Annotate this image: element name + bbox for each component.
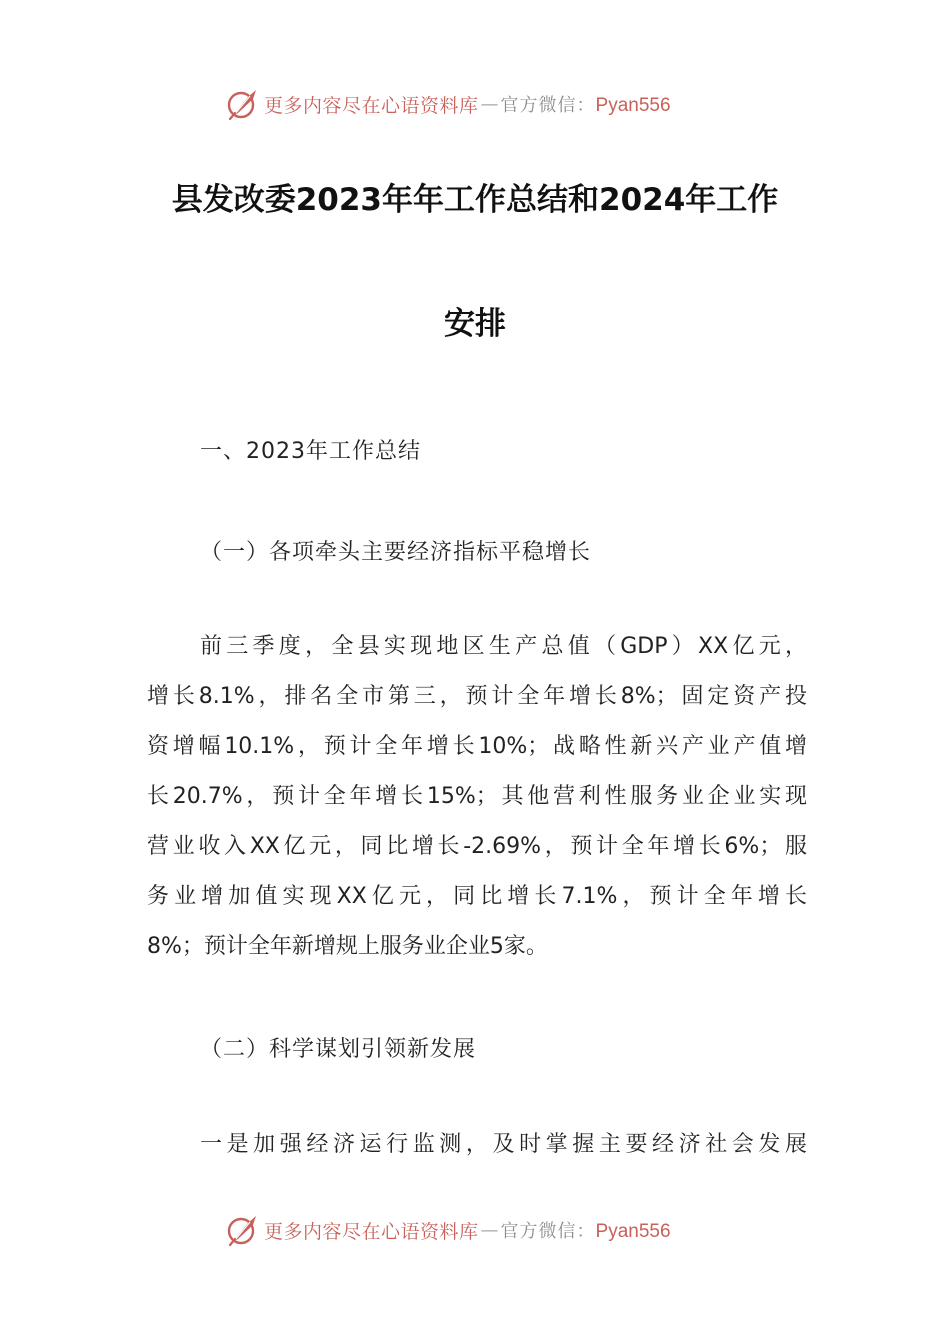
watermark-contact [501,1217,671,1243]
paragraph-line: 前三季度，全县实现地区生产总值（GDP）XX亿元， [200,634,807,659]
watermark-contact-label: 官方微信： [500,1221,596,1242]
watermark-promo-text: 更多内容尽在心语资料库 [264,1220,479,1243]
watermark-contact-id: Pyan556 [595,1221,671,1242]
footer-watermark [226,1210,671,1250]
watermark-contact-label: 官方微信： [500,95,596,116]
watermark-dash: — [480,93,499,115]
header-watermark [226,84,671,124]
document-title-line-2: 安排 [444,306,506,342]
paragraph-2 [147,1131,807,1181]
quill-logo-icon [226,1213,260,1247]
paragraph-line: 8%；预计全年新增规上服务业企业5家。 [147,934,548,959]
paragraph-line: 资增幅10.1%，预计全年增长10%；战略性新兴产业产值增 [147,734,807,759]
quill-logo-icon [226,87,260,121]
paragraph-line: 增长8.1%，排名全市第三，预计全年增长8%；固定资产投 [147,684,807,709]
subsection-heading-2: （二）科学谋划引领新发展 [200,1037,477,1062]
watermark-promo-text: 更多内容尽在心语资料库 [264,94,479,117]
watermark-contact-id: Pyan556 [595,95,671,116]
paragraph-line: 营业收入XX亿元，同比增长-2.69%，预计全年增长6%；服 [147,834,807,859]
paragraph-line: 一是加强经济运行监测，及时掌握主要经济社会发展 [200,1132,807,1157]
paragraph-line: 务业增加值实现XX亿元，同比增长7.1%，预计全年增长 [147,884,807,909]
section-heading: 一、2023年工作总结 [200,439,421,464]
paragraph-line: 长20.7%，预计全年增长15%；其他营利性服务业企业实现 [147,784,807,809]
document-title-line-1: 县发改委2023年年工作总结和2024年工作 [171,182,779,218]
subsection-heading-1: （一）各项牵头主要经济指标平稳增长 [200,540,592,565]
watermark-dash: — [480,1219,499,1241]
paragraph-1 [147,633,807,983]
watermark-contact [501,91,671,117]
